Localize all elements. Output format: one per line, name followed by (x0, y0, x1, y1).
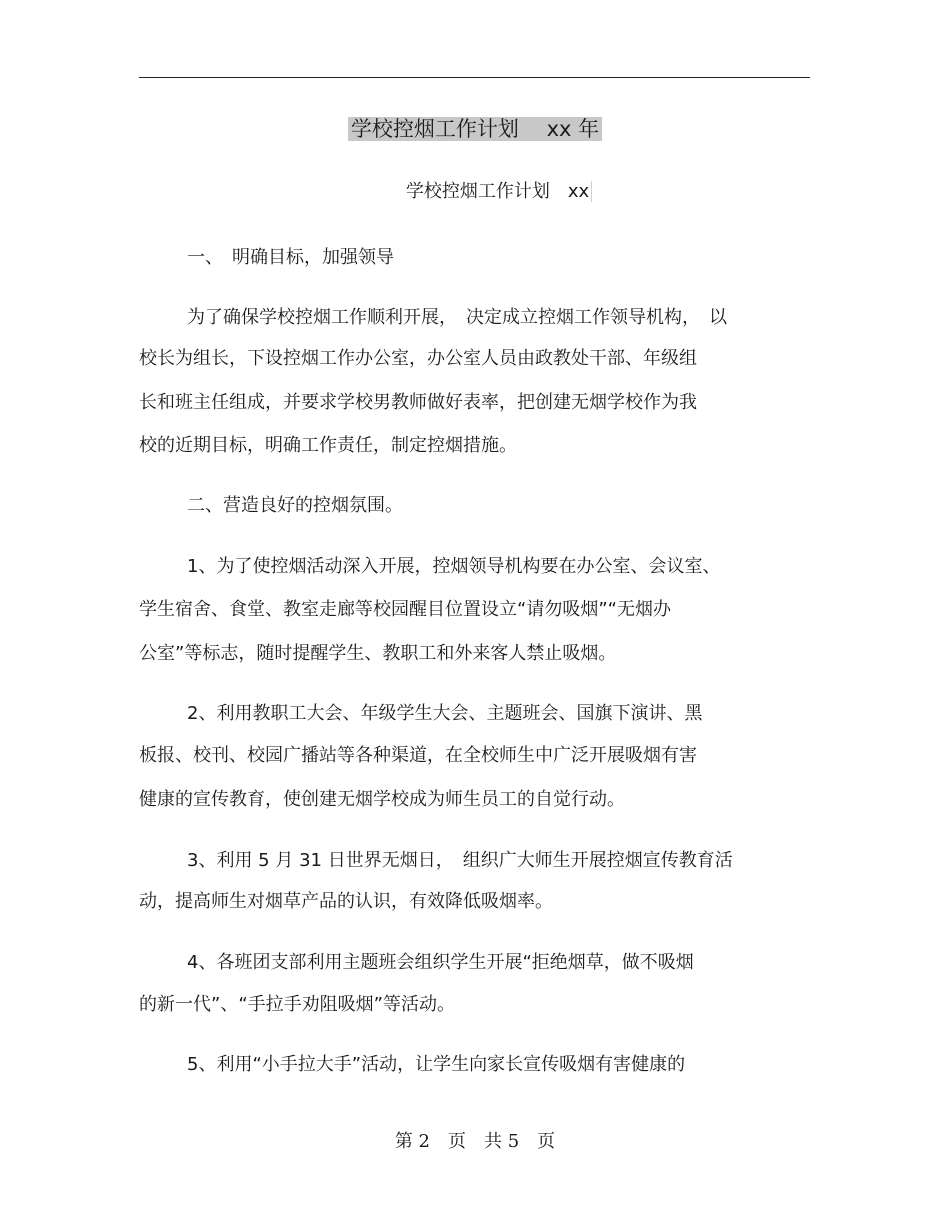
document-title-text: 学校控烟工作计划 xx 年 (348, 117, 602, 141)
item1-line-2: 学生宿舍、食堂、教室走廊等校园醒目位置设立“请勿吸烟”“无烟办 (139, 599, 671, 620)
item2-line-3: 健康的宣传教育，使创建无烟学校成为师生员工的自觉行动。 (139, 789, 625, 810)
document-subtitle-text: 学校控烟工作计划 xx (406, 181, 592, 202)
item1-line-1: 1、为了使控烟活动深入开展，控烟领导机构要在办公室、会议室、 (187, 556, 721, 577)
item1-line-3: 公室”等标志，随时提醒学生、教职工和外来客人禁止吸烟。 (139, 643, 617, 664)
section1-p1-line-2: 校长为组长，下设控烟工作办公室，办公室人员由政教处干部、年级组 (139, 348, 697, 369)
header-rule (139, 77, 810, 78)
section1-heading: 一、 明确目标，加强领导 (187, 247, 394, 268)
item2-line-2: 板报、校刊、校园广播站等各种渠道，在全校师生中广泛开展吸烟有害 (139, 745, 697, 766)
item5-line-1: 5、利用“小手拉大手”活动，让学生向家长宣传吸烟有害健康的 (187, 1054, 686, 1075)
item2-line-1: 2、利用教职工大会、年级学生大会、主题班会、国旗下演讲、黑 (187, 703, 703, 724)
page-number-footer: 第 2 页 共 5 页 (394, 1131, 556, 1152)
section1-p1-line-1: 为了确保学校控烟工作顺利开展， 决定成立控烟工作领导机构， 以 (187, 307, 727, 328)
item3-line-1: 3、利用 5 月 31 日世界无烟日， 组织广大师生开展控烟宣传教育活 (187, 850, 733, 871)
document-title (0, 114, 950, 144)
section1-p1-line-3: 长和班主任组成，并要求学校男教师做好表率，把创建无烟学校作为我 (139, 392, 697, 413)
item4-line-2: 的新一代”、“手拉手劝阻吸烟”等活动。 (139, 994, 455, 1015)
section1-p1-line-4: 校的近期目标，明确工作责任，制定控烟措施。 (139, 435, 517, 456)
item3-line-2: 动，提高师生对烟草产品的认识，有效降低吸烟率。 (139, 891, 553, 912)
section2-heading: 二、营造良好的控烟氛围。 (187, 495, 403, 516)
item4-line-1: 4、各班团支部利用主题班会组织学生开展“拒绝烟草，做不吸烟 (187, 952, 694, 973)
document-subtitle (0, 178, 950, 206)
